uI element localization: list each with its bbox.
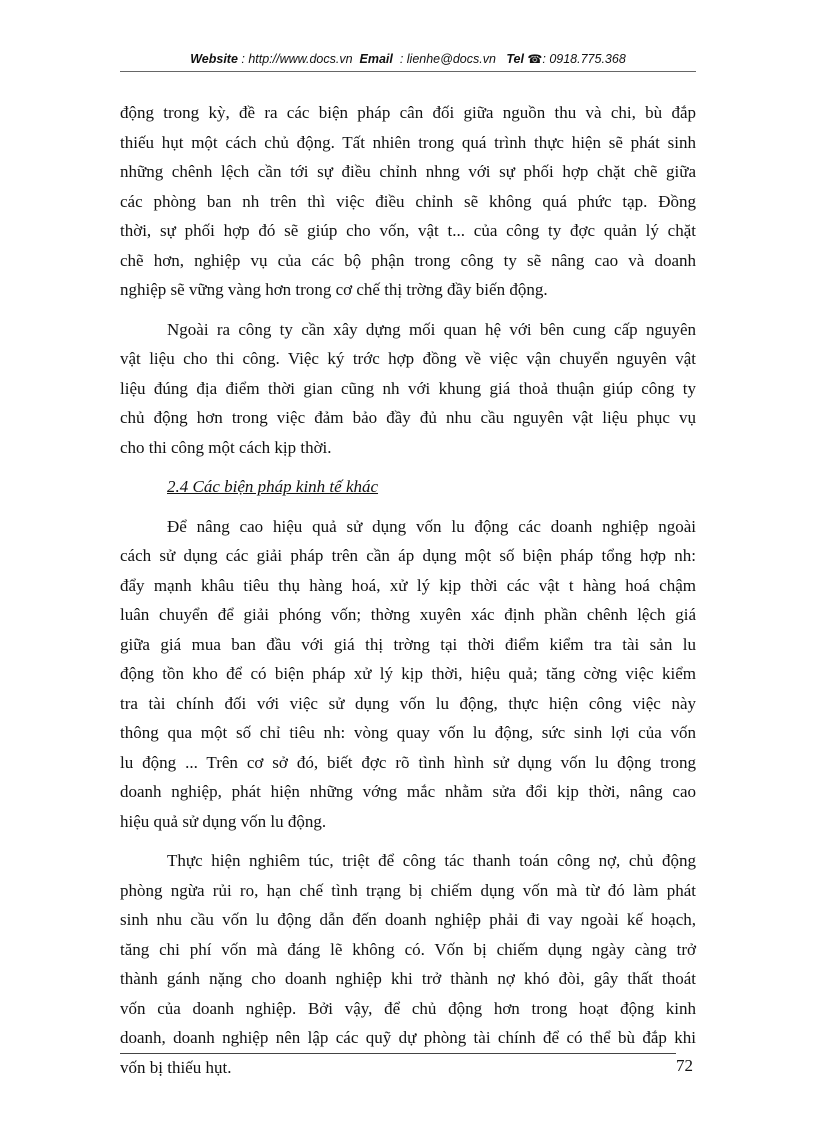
text-line: phòng ngừa rủi ro, hạn chế tình trạng bị chiếm dụng vốn mà từ đó làm phát (120, 880, 696, 900)
text-line: các phòng ban nh trên thì việc điều chỉnh sẽ không quá phức tạp. Đồng (120, 191, 696, 211)
paragraph-3 (120, 512, 696, 837)
text-line: đẩy mạnh khâu tiêu thụ hàng hoá, xử lý kịp thời các vật t hàng hoá chậm (120, 575, 696, 595)
email-value: : lienhe@docs.vn (399, 52, 496, 66)
tel-value: : 0918.775.368 (542, 52, 626, 66)
text-line: động trong kỳ, đề ra các biện pháp cân đối giữa nguồn thu và chi, bù đắp (120, 103, 696, 122)
text-line: giữa giá mua ban đầu với giá thị trờng tại thời điểm kiểm tra tài sản lu (120, 634, 696, 654)
text-line: thời, sự phối hợp đó sẽ giúp cho vốn, vật t... của công ty đợc quản lý chặt (120, 221, 696, 240)
text-line: động tồn kho để có biện pháp xử lý kịp thời, hiệu quả; tăng cờng việc kiểm (120, 664, 696, 683)
email-label: Email (359, 52, 393, 66)
text-line: lu động ... Trên cơ sở đó, biết đợc rõ tình hình sử dụng vốn lu động trong (120, 752, 696, 772)
text-line: tăng chi phí vốn mà đáng lẽ không có. Vốn bị chiếm dụng ngày càng trở (120, 939, 696, 959)
text-line: chủ động hơn trong việc đảm bảo đầy đủ nhu cầu nguyên vật liệu phục vụ (120, 408, 696, 427)
page-body (120, 98, 696, 1082)
text-line: doanh, doanh nghiệp nên lập các quỹ dự phòng tài chính để có thể bù đắp khi (120, 1028, 696, 1047)
phone-icon: ☎ (527, 52, 543, 66)
website-label: Website (190, 52, 238, 66)
footer-divider (120, 1053, 676, 1054)
text-line: luân chuyển để giải phóng vốn; thờng xuyên xác định phần chênh lệch giá (120, 605, 696, 624)
paragraph-1 (120, 98, 696, 305)
text-line: cách sử dụng các giải pháp trên cần áp dụng một số biện pháp tổng hợp nh: (120, 546, 696, 565)
paragraph-4 (120, 846, 696, 1082)
text-line: vật liệu cho thi công. Việc ký trớc hợp đồng về việc vận chuyển nguyên vật (120, 349, 696, 368)
text-line: những chênh lệch cần tới sự điều chỉnh nhng với sự phối hợp chặt chẽ giữa (120, 162, 696, 181)
text-line: Để nâng cao hiệu quả sử dụng vốn lu động các doanh nghiệp ngoài (167, 516, 696, 536)
text-line: thiếu hụt một cách chủ động. Tất nhiên trong quá trình thực hiện sẽ phát sinh (120, 132, 696, 152)
text-line: Thực hiện nghiêm túc, triệt để công tác thanh toán công nợ, chủ động (167, 851, 696, 870)
page-header (120, 52, 696, 66)
text-line: vốn bị thiếu hụt. (120, 1057, 232, 1077)
header-divider (120, 71, 696, 72)
text-line: sinh nhu cầu vốn lu động dẫn đến doanh nghiệp phải đi vay ngoài kế hoạch, (120, 910, 696, 929)
text-line: doanh nghiệp, phát hiện những vớng mắc nhằm sửa đổi kịp thời, nâng cao (120, 782, 696, 801)
text-line: chẽ hơn, nghiệp vụ của các bộ phận trong công ty sẽ nâng cao và doanh (120, 250, 696, 270)
text-line: thành gánh nặng cho doanh nghiệp khi trở thành nợ khó đòi, gây thất thoát (120, 969, 696, 988)
text-line: hiệu quả sử dụng vốn lu động. (120, 811, 327, 831)
paragraph-2 (120, 315, 696, 463)
section-heading: 2.4 Các biện pháp kinh tế khác (167, 477, 379, 496)
text-line: Ngoài ra công ty cần xây dựng mối quan hệ với bên cung cấp nguyên (167, 319, 696, 339)
text-line: vốn của doanh nghiệp. Bởi vậy, để chủ động hơn trong hoạt động kinh (120, 998, 696, 1018)
text-line: nghiệp sẽ vững vàng hơn trong cơ chế thị trờng đầy biến động. (120, 280, 548, 299)
page-number: 72 (676, 1056, 693, 1075)
text-line: cho thi công một cách kịp thời. (120, 437, 332, 457)
text-line: tra tài chính đối với việc sử dụng vốn lu động, thực hiện công việc này (120, 693, 696, 713)
text-line: liệu đúng địa điểm thời gian cũng nh với khung giá thoả thuận giúp công ty (120, 378, 696, 398)
text-line: thông qua một số chỉ tiêu nh: vòng quay vốn lu động, sức sinh lợi của vốn (120, 723, 696, 742)
tel-label: Tel (506, 52, 524, 66)
website-value: : http://www.docs.vn (241, 52, 353, 66)
